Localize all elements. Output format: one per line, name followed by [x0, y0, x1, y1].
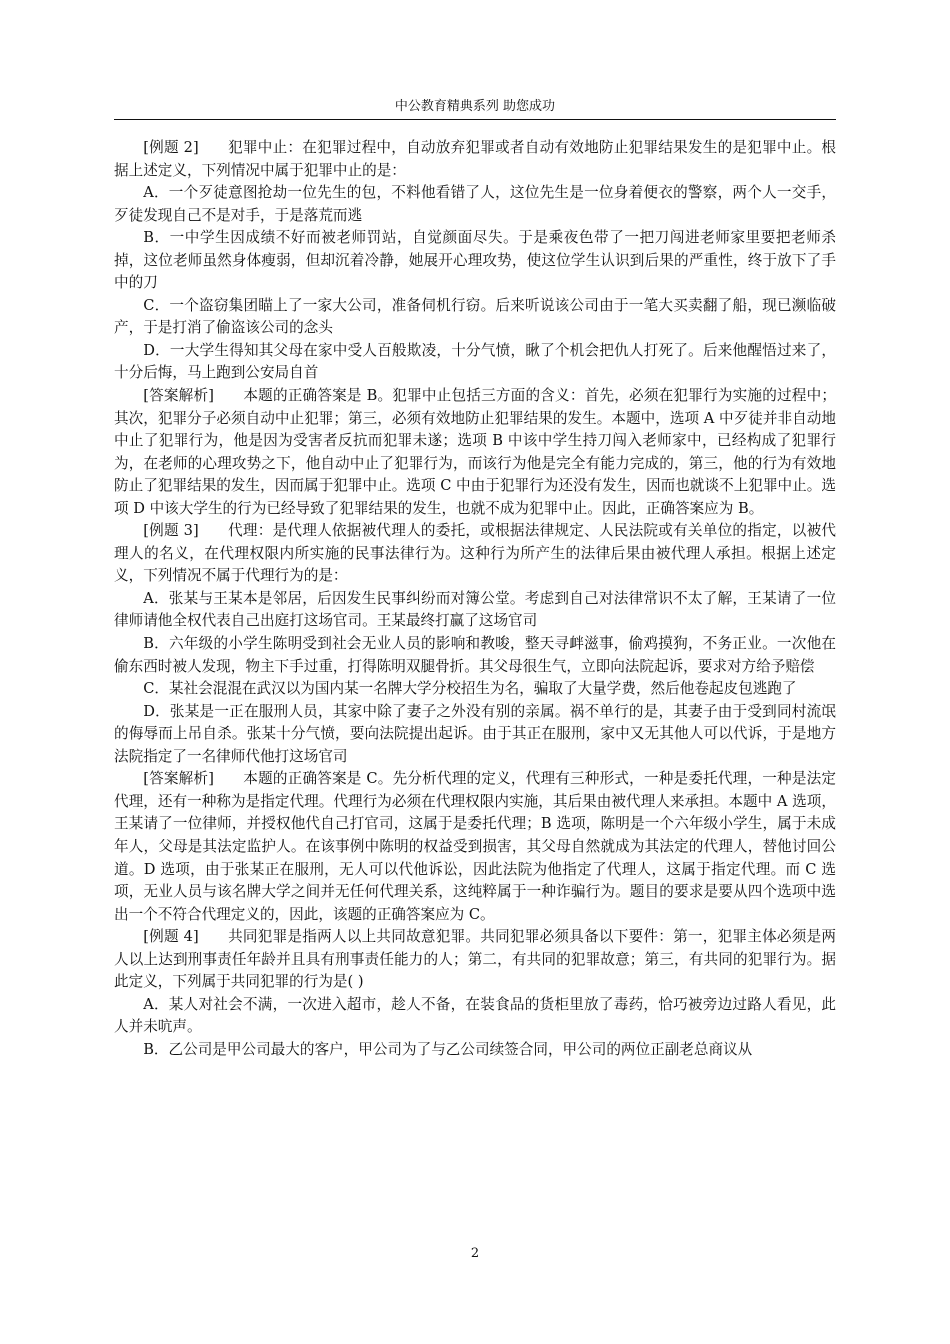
option-paragraph [114, 701, 836, 769]
page-number: 2 [470, 1246, 480, 1261]
page-header [114, 98, 836, 116]
example-tag: [例题 2] [143, 139, 199, 156]
document-body [114, 137, 836, 1061]
answer-tag: [答案解析] [143, 770, 214, 788]
option-paragraph [114, 182, 836, 227]
option-paragraph [114, 227, 836, 295]
paragraph-text: B．六年级的小学生陈明受到社会无业人员的影响和教唆，整天寻衅滋事，偷鸡摸狗，不务正业。一次他在偷东西时被人发现，物主下手过重，打得陈明双腿骨折。其父母很生气，立即向法院起诉，要求对方给予赔偿 [114, 635, 836, 675]
option-paragraph [114, 678, 836, 701]
option-paragraph [114, 1039, 836, 1062]
option-paragraph [114, 588, 836, 633]
header-divider [114, 119, 836, 120]
paragraph-text: 犯罪中止：在犯罪过程中，自动放弃犯罪或者自动有效地防止犯罪结果发生的是犯罪中止。根据上述定义，下列情况中属于犯罪中止的是： [114, 139, 836, 179]
paragraph-text: B．一中学生因成绩不好而被老师罚站，自觉颜面尽失。于是乘夜色带了一把刀闯进老师家里要把老师杀掉，这位老师虽然身体瘦弱，但却沉着冷静，她展开心理攻势，使这位学生认识到后果的严重性，终于放下了手中的刀 [114, 229, 836, 292]
paragraph [114, 137, 836, 182]
option-paragraph [114, 994, 836, 1039]
paragraph-text: A．某人对社会不满，一次进入超市，趁人不备，在装食品的货柜里放了毒药，恰巧被旁边过路人看见，此人并未吭声。 [114, 995, 836, 1036]
paragraph-text: D．一大学生得知其父母在家中受人百般欺凌，十分气愤，瞅了个机会把仇人打死了。后来他醒悟过来了，十分后悔，马上跑到公安局自首 [114, 341, 836, 382]
paragraph-text: 本题的正确答案是 B。犯罪中止包括三方面的含义：首先，必须在犯罪行为实施的过程中；其次，犯罪分子必须自动中止犯罪；第三，必须有效地防止犯罪结果的发生。本题中，选项 A 中歹徒并非自动地中止了犯罪行为，他是因为受害者反抗而犯罪未遂；选项 B 中该中学生持刀闯入老师家中，已经构成了犯罪行为，在老师的心理攻势之下，他自动中止了犯罪行为，而该行为他是完全有能力完成的，第三，他的行为有效地防止了犯罪结果的发生，因而属于犯罪中止。选项 C 中由于犯罪行为还没有发生，因而也就谈不上犯罪中止。选项 D 中该大学生的行为已经导致了犯罪结果的发生，也就不成为犯罪中止。因此，正确答案应为 B。 [114, 387, 836, 517]
paragraph-text: A．一个歹徒意图抢劫一位先生的包，不料他看错了人，这位先生是一位身着便衣的警察，两个人一交手，歹徒发现自己不是对手，于是落荒而逃 [114, 184, 836, 224]
paragraph [114, 520, 836, 588]
option-paragraph [114, 295, 836, 340]
paragraph-text: C．某社会混混在武汉以为国内某一名牌大学分校招生为名，骗取了大量学费，然后他卷起皮包逃跑了 [143, 680, 797, 698]
paragraph-text: 共同犯罪是指两人以上共同故意犯罪。共同犯罪必须具备以下要件：第一，犯罪主体必须是两人以上达到刑事责任年龄并且具有刑事责任能力的人；第二，有共同的犯罪故意；第三，有共同的犯罪行为。据此定义，下列属于共同犯罪的行为是( ) [114, 928, 836, 991]
paragraph-text: 本题的正确答案是 C。先分析代理的定义，代理有三种形式，一种是委托代理，一种是法定代理，还有一种称为是指定代理。代理行为必须在代理权限内实施，其后果由被代理人来承担。本题中 A 选项，王某请了一位律师，并授权他代自己打官司，这属于是委托代理；B 选项，陈明是一个六年级小学生，属于未成年人，父母是其法定监护人。在该事例中陈明的权益受到损害，其父母自然就成为其法定的代理人，替他讨回公道。D 选项，由于张某正在服刑，无人可以代他诉讼，因此法院为他指定了代理人，这属于指定代理。而 C 选项，无业人员与该名牌大学之间并无任何代理关系，这纯粹属于一种诈骗行为。题目的要求是要从四个选项中选出一个不符合代理定义的，因此，该题的正确答案应为 C。 [114, 770, 836, 923]
answer-paragraph [114, 385, 836, 520]
example-tag: [例题 3] [143, 522, 199, 540]
answer-paragraph [114, 768, 836, 926]
option-paragraph [114, 340, 836, 385]
option-paragraph [114, 633, 836, 678]
paragraph-text: B．乙公司是甲公司最大的客户，甲公司为了与乙公司续签合同，甲公司的两位正副老总商议从 [143, 1040, 753, 1058]
paragraph-text: C．一个盗窃集团瞄上了一家大公司，准备伺机行窃。后来听说该公司由于一笔大买卖翻了船，现已濒临破产，于是打消了偷盗该公司的念头 [114, 296, 836, 337]
paragraph-text: D．张某是一正在服刑人员，其家中除了妻子之外没有别的亲属。祸不单行的是，其妻子由于受到同村流氓的侮辱而上吊自杀。张某十分气愤，要向法院提出起诉。由于其正在服刑，家中又无其他人可以代诉，于是地方法院指定了一名律师代他打这场官司 [114, 702, 836, 765]
header-title: 中公教育精典系列 助您成功 [394, 99, 556, 114]
paragraph [114, 926, 836, 994]
paragraph-text: 代理：是代理人依据被代理人的委托，或根据法律规定、人民法院或有关单位的指定，以被代理人的名义，在代理权限内所实施的民事法律行为。这种行为所产生的法律后果由被代理人承担。根据上述定义，下列情况不属于代理行为的是： [114, 522, 836, 585]
answer-tag: [答案解析] [143, 387, 214, 405]
example-tag: [例题 4] [143, 928, 199, 946]
paragraph-text: A．张某与王某本是邻居，后因发生民事纠纷而对簿公堂。考虑到自己对法律常识不太了解，王某请了一位律师请他全权代表自己出庭打这场官司。王某最终打赢了这场官司 [114, 589, 836, 630]
